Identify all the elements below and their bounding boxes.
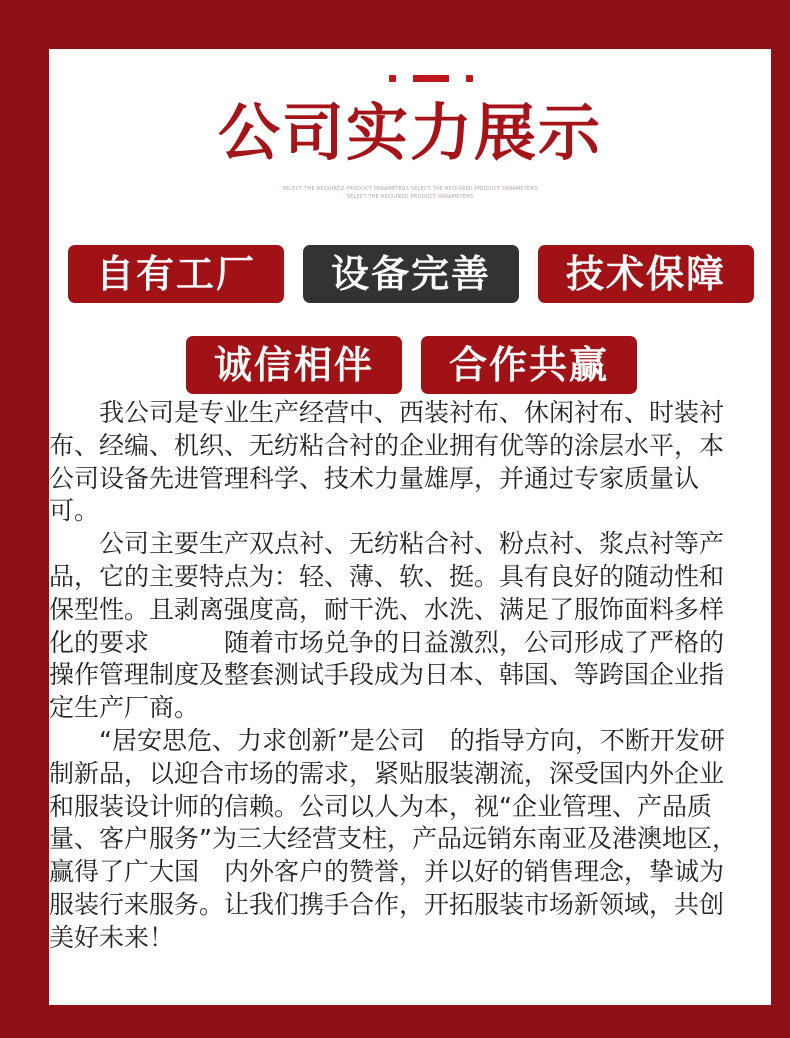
description-paragraph: 我公司是专业生产经营中、西装衬布、休闲衬布、时装衬布、经编、机织、无纺粘合衬的企业拥有优等的涂层水平，本公司设备先进管理科学、技术力量雄厚，并通过专家质量认可。 bbox=[49, 398, 725, 526]
decoration-dot bbox=[389, 75, 396, 82]
outer-frame bbox=[15, 15, 775, 1023]
decoration-bar bbox=[413, 75, 449, 82]
tag-complete-equipment: 设备完善 bbox=[303, 245, 519, 303]
tag-technical-support: 技术保障 bbox=[538, 245, 754, 303]
subtitle-line: SELECT THE REQUIRED PRODUCT PARAMETERS bbox=[346, 194, 474, 200]
title-decoration bbox=[389, 75, 473, 83]
page-subtitle bbox=[49, 185, 771, 201]
subtitle-line: SELECT THE REQUIRED PRODUCT PARAMETERS SELECT THE REQUIRED PRODUCT PARAMETERS bbox=[282, 186, 538, 192]
decoration-dot bbox=[466, 75, 473, 82]
tag-cooperation: 合作共赢 bbox=[421, 336, 637, 394]
description-paragraph: “居安思危、力求创新”是公司 的指导方向，不断开发研制新品，以迎合市场的需求，紧贴服装潮流，深受国内外企业和服装设计师的信赖。公司以人为本，视“企业管理、产品质量、客户服务”为三大经营支柱，产品远销东南亚及港澳地区，赢得了广大国 内外客户的赞誉，并以好的销售理念，挚诚为服装行来服务。让我们携手合作，开拓服装市场新领域，共创美好未来！ bbox=[49, 725, 737, 952]
description-paragraph: 公司主要生产双点衬、无纺粘合衬、粉点衬、浆点衬等产品，它的主要特点为：轻、薄、软、挺。具有良好的随动性和保型性。且剥离强度高，耐干洗、水洗、满足了服饰面料多样化的要求 随着市场兑争的日益激烈，公司形成了严格的操作管理制度及整套测试手段成为日本、韩国、等跨国企业指定生产厂商。 bbox=[49, 529, 725, 723]
company-description bbox=[49, 397, 743, 955]
page-title: 公司实力展示 bbox=[217, 96, 602, 169]
tag-integrity: 诚信相伴 bbox=[186, 336, 402, 394]
tag-own-factory: 自有工厂 bbox=[68, 245, 284, 303]
